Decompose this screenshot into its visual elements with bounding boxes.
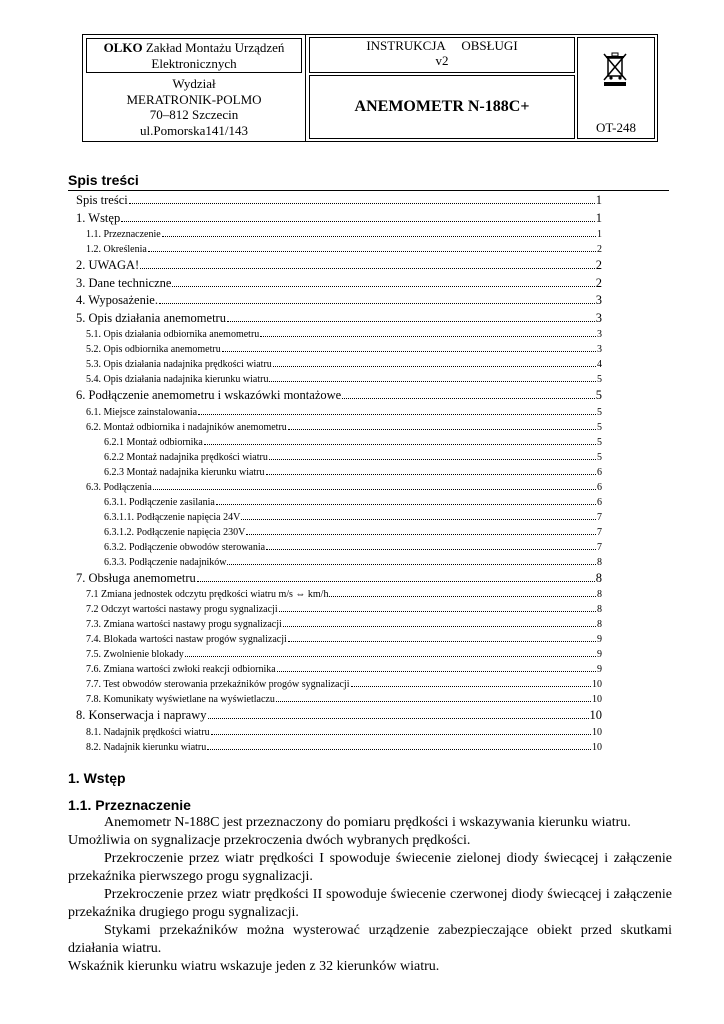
toc-leader-dots [269,381,596,382]
toc-entry-page: 6 [597,481,602,493]
toc-entry-page: 5 [595,388,602,402]
toc-entry[interactable] [72,257,602,275]
toc-leader-dots [121,221,595,222]
toc-entry-label: 6.3.2. Podłączenie obwodów sterowania [104,541,266,553]
toc-entry-page: 2 [597,244,602,255]
toc-entry[interactable] [72,707,602,725]
doc-version: v2 [435,53,449,68]
toc-entry-label: 7. Obsługa anemometru [76,570,196,585]
toc-entry[interactable] [72,525,602,540]
toc-entry[interactable] [72,617,602,632]
dept-label: Wydział [172,76,216,91]
toc-entry-label: 5.3. Opis działania nadajnika prędkości wiatru [86,359,272,370]
body-paragraph: Przekroczenie przez wiatr prędkości II spowoduje świecenie czerwonej diody świecącej i załączenie przekaźnika drugiego progu sygnalizacji. [68,887,672,920]
toc-entry-page: 8 [597,556,602,568]
company-name-rest: Zakład Montażu Urządzeń Elektronicznych [142,40,285,71]
title-cell [309,35,575,141]
body-paragraph: Wskaźnik kierunku wiatru wskazuje jeden z 32 kierunków wiatru. [68,959,440,974]
toc-entry-label: 6.2.1 Montaż odbiornika [104,436,203,448]
toc-entry[interactable] [72,540,602,555]
section-body [68,814,672,976]
toc-entry[interactable] [72,405,602,420]
toc-leader-dots [269,459,596,460]
toc-entry-label: 6.2.2 Montaż nadajnika prędkości wiatru [104,451,268,463]
product-name: ANEMOMETR N-188C+ [309,75,575,139]
toc-entry[interactable] [72,632,602,647]
toc-entry-label: 1. Wstęp [76,210,121,225]
body-paragraph: Przekroczenie przez wiatr prędkości I spowoduje świecenie zielonej diody świecącej i załączenie przekaźnika pierwszego progu sygnalizacji. [68,851,672,884]
toc-entry[interactable] [72,465,602,480]
toc-leader-dots [246,534,596,535]
toc-entry-label: 6.3.1. Podłączenie zasilania [104,496,215,508]
toc-entry-label: 6.3.1.2. Podłączenie napięcia 230V [104,526,246,538]
toc-leader-dots [266,549,596,550]
toc-entry[interactable] [72,450,602,465]
toc-leader-dots [162,236,596,237]
toc-entry-label: 7.6. Zmiana wartości zwłoki reakcji odbiornika [86,664,276,675]
toc-entry[interactable] [72,692,602,707]
document-header [82,34,658,142]
toc-entry[interactable] [72,435,602,450]
toc-entry-label: 1.2. Określenia [86,244,147,255]
code-cell [577,37,655,139]
toc-entry[interactable] [72,372,602,387]
toc-entry-page: 2 [595,275,602,290]
body-paragraph: Anemometr N-188C jest przeznaczony do pomiaru prędkości i wskazywania kierunku wiatru. [104,815,631,830]
toc-entry-label: 5.1. Opis działania odbiornika anemometru [86,329,260,340]
toc-leader-dots [197,581,595,582]
toc-entry[interactable] [72,292,602,310]
toc-entry-label: 8. Konserwacja i naprawy [76,708,207,722]
toc-leader-dots [273,366,596,367]
toc-entry[interactable] [72,725,602,740]
toc-entry-page: 7 [597,526,602,538]
toc-entry[interactable] [72,480,602,495]
body-paragraph: Umożliwia on sygnalizacje przekroczenia dwóch wybranych prędkości. [68,833,471,848]
toc-entry-page: 3 [597,329,602,340]
subsection-heading: 1.1. Przeznaczenie [68,797,191,813]
toc-entry-page: 5 [597,451,602,463]
street-label: ul.Pomorska141/143 [140,122,248,138]
toc-entry-page: 1 [595,210,602,225]
section-heading: 1. Wstęp [68,770,126,786]
toc-leader-dots [159,303,595,304]
toc-entry-page: 9 [597,649,602,660]
toc-entry-label: 6.2.3 Montaż nadajnika kierunku wiatru [104,466,265,478]
doc-type-box [309,37,575,73]
toc-title: Spis treści [68,172,139,188]
toc-entry-label: 2. UWAGA! [76,258,140,272]
body-paragraph: Stykami przekaźników można wysterować urządzenie zabezpieczające obiekt przed skutkami działania wiatru. [68,923,672,956]
toc-entry[interactable] [72,327,602,342]
toc-entry-page: 10 [589,708,602,722]
postal-label: 70–812 Szczecin [149,107,239,122]
toc-entry-page: 5 [597,436,602,448]
toc-entry-page: 3 [595,310,602,325]
toc-entry[interactable] [72,210,602,228]
toc-entry-label: 8.2. Nadajnik kierunku wiatru [86,741,207,753]
toc-leader-dots [129,203,595,204]
toc-entry-label: 5.2. Opis odbiornika anemometru [86,344,221,355]
toc-entry[interactable] [72,357,602,372]
toc-entry[interactable] [72,662,602,677]
toc-entry-page: 3 [595,293,602,307]
toc-entry-page: 5 [597,374,602,385]
toc-entry-label: 4. Wyposażenie. [76,293,158,307]
toc-entry-label: 7.5. Zwolnienie blokady [86,649,184,660]
toc-entry[interactable] [72,310,602,328]
toc-entry[interactable] [72,242,602,257]
toc-entry-label: 8.1. Nadajnik prędkości wiatru [86,726,210,738]
toc-entry[interactable] [72,740,602,755]
toc-leader-dots [148,251,596,252]
toc-leader-dots [153,489,596,490]
toc-entry-page: 7 [597,541,602,553]
toc-entry-label: 6.1. Miejsce zainstalowania [86,406,198,418]
company-name-bold: OLKO [103,40,143,55]
doc-code: OT-248 [596,120,636,135]
toc-entry-page: 6 [597,496,602,508]
toc-entry-label: 7.4. Blokada wartości nastaw progów sygnalizacji [86,634,287,645]
toc-leader-dots [266,474,596,475]
toc-entry[interactable] [72,227,602,242]
toc-entry-label: 6.3.1.1. Podłączenie napięcia 24V [104,511,241,523]
toc-leader-dots [277,671,596,672]
toc-entry-label: 7.8. Komunikaty wyświetlane na wyświetlaczu [86,694,275,705]
division-label: MERATRONIK-POLMO [126,91,262,107]
toc-entry-page: 7 [597,511,602,523]
toc-entry[interactable] [72,420,602,435]
toc-entry[interactable] [72,387,602,405]
toc-entry-page: 10 [592,679,602,690]
toc-entry-page: 3 [597,344,602,355]
toc-entry-page: 1 [597,229,602,240]
toc-leader-dots [222,351,596,352]
toc-entry[interactable] [72,275,602,293]
toc-entry[interactable] [72,647,602,662]
toc-entry-label: 5. Opis działania anemometru [76,310,226,325]
toc-entry-label: 7.2 Odczyt wartości nastawy progu sygnalizacji [86,604,278,615]
toc-entry-page: 2 [595,258,602,272]
table-of-contents [72,192,602,755]
toc-entry-page: 8 [597,604,602,615]
toc-leader-dots [216,504,596,505]
toc-leader-dots [288,429,596,430]
toc-leader-dots [207,749,591,750]
toc-entry-page: 10 [592,741,602,753]
toc-entry-label: 6.3. Podłączenia [86,481,152,493]
toc-entry[interactable] [72,510,602,525]
toc-entry[interactable] [72,555,602,570]
toc-leader-dots [208,718,589,719]
toc-entry-label: 6.2. Montaż odbiornika i nadajników anemometru [86,421,287,433]
toc-leader-dots [288,641,596,642]
toc-leader-dots [198,414,596,415]
toc-entry[interactable] [72,495,602,510]
toc-leader-dots [185,656,596,657]
toc-leader-dots [342,398,595,399]
toc-entry-page: 5 [597,406,602,418]
toc-entry-page: 5 [597,421,602,433]
toc-entry[interactable] [72,602,602,617]
toc-entry-page: 1 [595,193,602,207]
toc-leader-dots [241,519,596,520]
toc-entry-label: 7.7. Test obwodów sterowania przekaźników progów sygnalizacji [86,679,350,690]
toc-leader-dots [227,564,596,565]
toc-entry-label: 6.3.3. Podłączenie nadajników [104,556,227,568]
toc-leader-dots [211,734,591,735]
toc-entry-page: 10 [592,694,602,705]
toc-entry-label: 3. Dane techniczne [76,275,172,290]
toc-entry-page: 6 [597,466,602,478]
toc-leader-dots [140,268,595,269]
toc-entry-label: 1.1. Przeznaczenie [86,229,161,240]
toc-entry-page: 9 [597,664,602,675]
toc-leader-dots [329,596,596,597]
company-name-box [86,38,302,73]
toc-leader-dots [283,626,596,627]
toc-entry-page: 8 [597,619,602,630]
toc-leader-dots [260,336,596,337]
toc-entry[interactable] [72,192,602,210]
toc-entry-label: 7.3. Zmiana wartości nastawy progu sygnalizacji [86,619,282,630]
toc-divider [68,190,669,191]
toc-entry-label: Spis treści [76,193,128,207]
toc-entry[interactable] [72,342,602,357]
toc-entry-label: 5.4. Opis działania nadajnika kierunku wiatru [86,374,269,385]
toc-leader-dots [351,686,592,687]
toc-entry-page: 10 [592,726,602,738]
toc-leader-dots [227,321,595,322]
toc-leader-dots [279,611,596,612]
toc-entry[interactable] [72,677,602,692]
toc-entry-page: 8 [597,589,602,600]
crossed-bin-icon [602,52,628,86]
toc-leader-dots [276,701,591,702]
toc-entry-page: 9 [597,634,602,645]
toc-entry-page: 8 [595,570,602,585]
toc-entry-label: 6. Podłączenie anemometru i wskazówki montażowe [76,388,342,402]
toc-entry-page: 4 [597,359,602,370]
company-cell [83,35,306,141]
toc-leader-dots [204,444,596,445]
toc-entry-label: 7.1 Zmiana jednostek odczytu prędkości wiatru m/s ⇔ km/h [86,589,329,600]
toc-leader-dots [172,286,594,287]
doc-type: INSTRUKCJA OBSŁUGI [366,38,518,53]
toc-entry[interactable] [72,587,602,602]
toc-entry[interactable] [72,570,602,588]
